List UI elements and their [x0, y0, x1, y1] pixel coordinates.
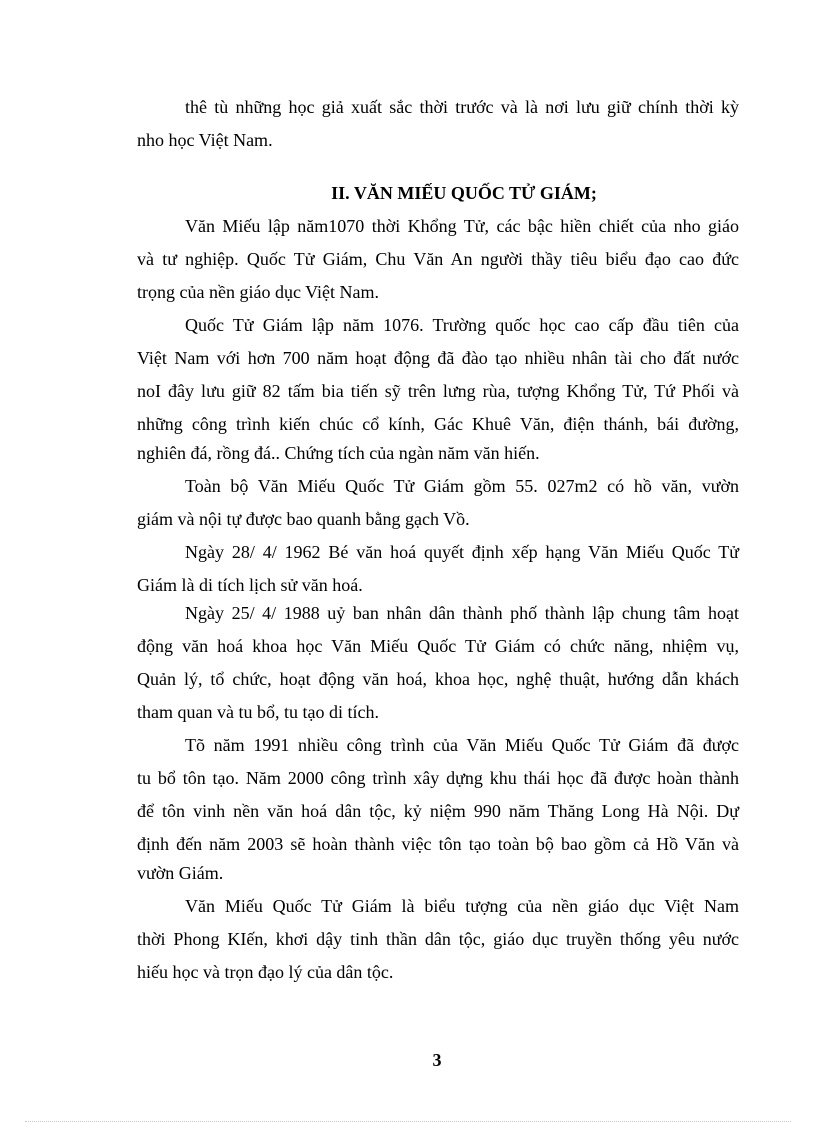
paragraph-line: trọng của nền giáo dục Việt Nam. — [137, 282, 380, 302]
paragraph-line: tham quan và tu bổ, tu tạo di tích. — [137, 702, 379, 722]
paragraph-line: định đến năm 2003 sẽ hoàn thành việc tôn tạo toàn bộ bao gồm cả Hồ Văn và — [137, 834, 739, 854]
paragraph-line: Ngày 25/ 4/ 1988 uỷ ban nhân dân thành phố thành lập chung tâm hoạt — [185, 603, 739, 623]
paragraph-line: và tư nghiệp. Quốc Tử Giám, Chu Văn An người thầy tiêu biểu đạo cao đức — [137, 249, 739, 269]
paragraph-line: những công trình kiến chúc cổ kính, Gác Khuê Văn, điện thánh, bái đường, — [137, 414, 739, 434]
paragraph-line: Ngày 28/ 4/ 1962 Bé văn hoá quyết định xếp hạng Văn Miếu Quốc Tử — [185, 542, 739, 562]
paragraph-line: Tõ năm 1991 nhiều công trình của Văn Miếu Quốc Tử Giám đã được — [185, 735, 739, 755]
section-heading: II. VĂN MIẾU QUỐC TỬ GIÁM; — [331, 183, 597, 203]
intro-line: nho học Việt Nam. — [137, 130, 273, 150]
paragraph-line: noI đây lưu giữ 82 tấm bia tiến sỹ trên lưng rùa, tượng Khổng Tử, Tứ Phối và — [137, 381, 739, 401]
paragraph-line: Quốc Tử Giám lập năm 1076. Trường quốc học cao cấp đầu tiên của — [185, 315, 739, 335]
paragraph-line: tu bổ tôn tạo. Năm 2000 công trình xây dựng khu thái học đã được hoàn thành — [137, 768, 739, 788]
paragraph-line: thời Phong KIến, khơi dậy tinh thần dân tộc, giáo dục truyền thống yêu nước — [137, 929, 739, 949]
footer-divider — [25, 1121, 791, 1122]
intro-line: thê tù những học giả xuất sắc thời trước và là nơi lưu giữ chính thời kỳ — [185, 97, 739, 117]
paragraph-line: Văn Miếu lập năm1070 thời Khổng Tử, các bậc hiền chiết của nho giáo — [185, 216, 739, 236]
paragraph-line: Giám là di tích lịch sử văn hoá. — [137, 575, 363, 595]
paragraph-line: động văn hoá khoa học Văn Miếu Quốc Tử Giám có chức năng, nhiệm vụ, — [137, 636, 739, 656]
paragraph-line: Văn Miếu Quốc Tử Giám là biểu tượng của nền giáo dục Việt Nam — [185, 896, 739, 916]
paragraph-line: để tôn vinh nền văn hoá dân tộc, kỷ niệm 990 năm Thăng Long Hà Nội. Dự — [137, 801, 739, 821]
paragraph-line: nghiên đá, rồng đá.. Chứng tích của ngàn năm văn hiến. — [137, 443, 540, 463]
paragraph-line: Toàn bộ Văn Miếu Quốc Tử Giám gồm 55. 027m2 có hồ văn, vườn — [185, 476, 739, 496]
paragraph-line: hiếu học và trọn đạo lý của dân tộc. — [137, 962, 394, 982]
paragraph-line: Việt Nam với hơn 700 năm hoạt động đã đào tạo nhiều nhân tài cho đất nước — [137, 348, 739, 368]
paragraph-line: vườn Giám. — [137, 863, 224, 883]
page-number: 3 — [432, 1050, 442, 1070]
paragraph-line: giám và nội tự được bao quanh bằng gạch Vồ. — [137, 509, 470, 529]
paragraph-line: Quản lý, tổ chức, hoạt động văn hoá, khoa học, nghệ thuật, hướng dẫn khách — [137, 669, 739, 689]
